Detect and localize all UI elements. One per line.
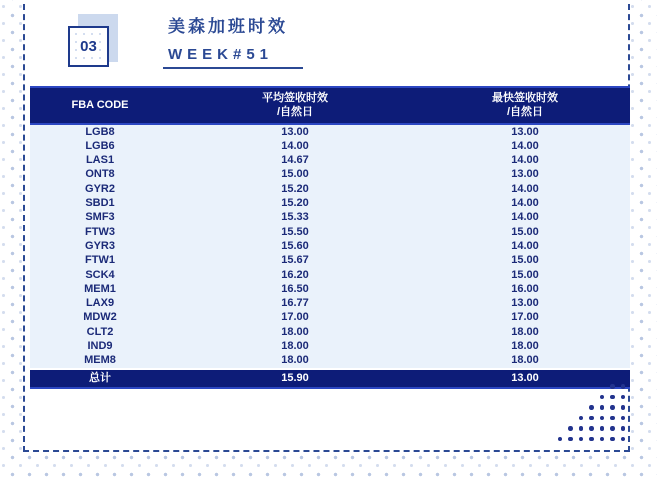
table-row [30,253,630,267]
decor-dot [621,405,626,410]
decor-dot [558,437,563,442]
table-cell: 14.67 [170,153,420,167]
table-cell: 14.00 [170,139,420,153]
table-row [30,225,630,239]
table-row [30,325,630,339]
table-cell: SBD1 [30,196,170,210]
table-cell: CLT2 [30,325,170,339]
table-cell: FTW3 [30,225,170,239]
total-cell: 15.90 [170,369,420,388]
table-cell: 15.50 [170,225,420,239]
table-cell: 15.20 [170,196,420,210]
table-row [30,167,630,181]
table-row [30,239,630,253]
page-title: 美森加班时效 [168,17,288,36]
table-row [30,339,630,353]
table-cell: LGB8 [30,124,170,139]
decor-dot [621,384,626,389]
decor-dot [621,426,626,431]
table-cell: MDW2 [30,310,170,324]
table-cell: GYR3 [30,239,170,253]
table-body [30,124,630,369]
table-cell: 18.00 [420,325,630,339]
table-header-row [30,87,630,124]
decor-dot [589,437,594,442]
table-cell: 14.00 [420,239,630,253]
decor-dot [610,416,615,421]
table-cell: 18.00 [170,339,420,353]
decor-dot [621,395,626,400]
table-footer [30,369,630,388]
decor-dot [600,405,605,410]
table-total-row [30,369,630,388]
decor-dot [579,437,584,442]
table-cell: IND9 [30,339,170,353]
table-cell: 16.77 [170,296,420,310]
decor-dot [589,426,594,431]
decor-dot [579,426,584,431]
decor-dot [600,426,605,431]
content-panel [23,0,630,452]
table-cell: 13.00 [420,296,630,310]
table-cell: 18.00 [170,353,420,368]
decor-dot [621,416,626,421]
decor-dot [568,437,573,442]
table-cell: 15.00 [420,253,630,267]
column-header: 最快签收时效 /自然日 [420,87,630,124]
table-cell: 14.00 [420,182,630,196]
decor-dot [589,405,594,410]
decor-dot [600,437,605,442]
table-cell: 13.00 [170,124,420,139]
column-header: 平均签收时效 /自然日 [170,87,420,124]
table-row [30,153,630,167]
table-cell: LAS1 [30,153,170,167]
column-header: FBA CODE [30,87,170,124]
table-row [30,182,630,196]
table-cell: 17.00 [420,310,630,324]
table-cell: MEM8 [30,353,170,368]
title-block [168,12,288,63]
table-cell: 16.20 [170,268,420,282]
decor-dot [610,405,615,410]
table-row [30,268,630,282]
decor-dot [610,395,615,400]
decor-dot [621,437,626,442]
table-cell: LGB6 [30,139,170,153]
table-cell: 16.00 [420,282,630,296]
table-cell: 15.67 [170,253,420,267]
total-cell: 总计 [30,369,170,388]
table-cell: 14.00 [420,153,630,167]
table-cell: 18.00 [420,339,630,353]
table-cell: FTW1 [30,253,170,267]
title-underline [163,67,303,69]
decor-dot [600,416,605,421]
table-cell: 14.00 [420,139,630,153]
table-cell: SCK4 [30,268,170,282]
table-row [30,196,630,210]
table-header [30,87,630,124]
decor-dot [589,416,594,421]
table-cell: 15.00 [420,268,630,282]
table-cell: 14.00 [420,196,630,210]
decor-dot [568,426,573,431]
table-cell: 13.00 [420,167,630,181]
table-cell: 15.60 [170,239,420,253]
table-row [30,124,630,139]
table-cell: 16.50 [170,282,420,296]
table-cell: 15.00 [170,167,420,181]
table-cell: 15.20 [170,182,420,196]
corner-dots-decoration [557,384,625,446]
table-cell: GYR2 [30,182,170,196]
table-cell: 14.00 [420,210,630,224]
decor-dot [610,384,615,389]
total-cell: 13.00 [420,369,630,388]
table-cell: 18.00 [170,325,420,339]
table-cell: 15.00 [420,225,630,239]
decor-dot [610,426,615,431]
table-cell: LAX9 [30,296,170,310]
decor-dot [600,395,605,400]
table-row [30,310,630,324]
decor-dot [579,416,584,421]
table-row [30,353,630,368]
shipping-time-table [30,86,630,389]
table-row [30,210,630,224]
table-row [30,296,630,310]
table-row [30,139,630,153]
table-cell: MEM1 [30,282,170,296]
table-cell: 15.33 [170,210,420,224]
table-cell: 13.00 [420,124,630,139]
slide-number: 03 [80,38,97,55]
table-cell: 17.00 [170,310,420,324]
table-row [30,282,630,296]
table-cell: 18.00 [420,353,630,368]
week-subtitle: WEEK#51 [168,46,274,63]
slide-number-badge [68,26,109,67]
decor-dot [610,437,615,442]
table-cell: ONT8 [30,167,170,181]
table-cell: SMF3 [30,210,170,224]
